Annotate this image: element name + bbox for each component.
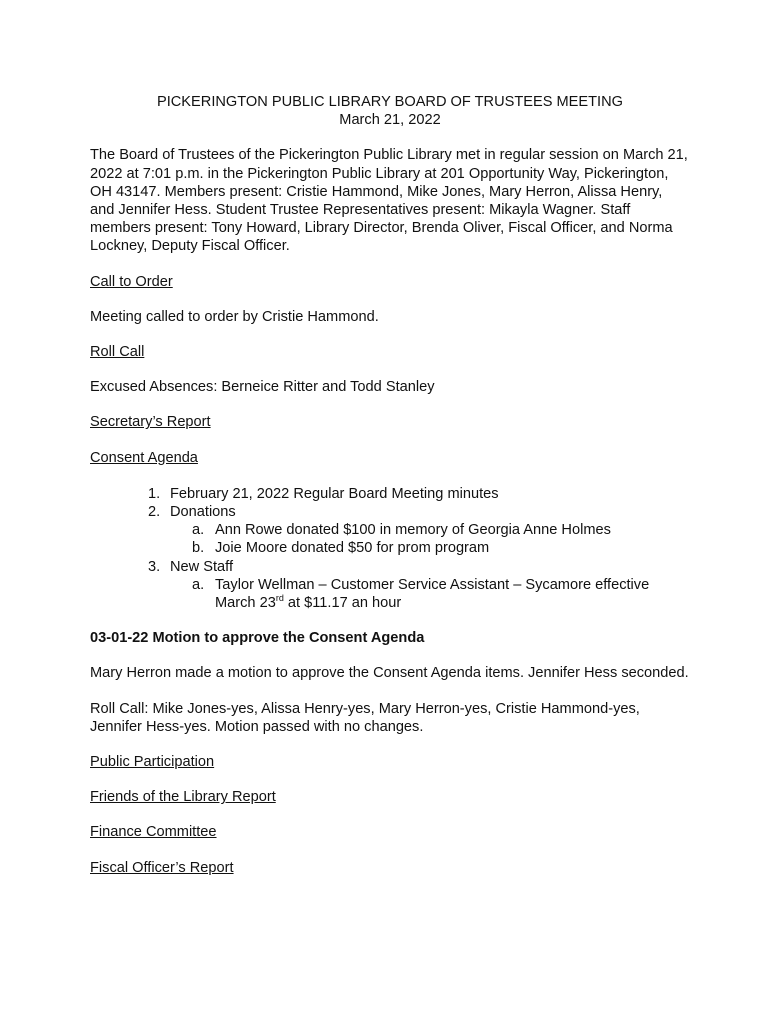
list-marker: 3. — [148, 558, 161, 575]
list-item — [170, 521, 690, 539]
new-staff-wage: at $11.17 an hour — [283, 595, 402, 612]
document-header — [90, 93, 690, 129]
finance-committee-heading: Finance Committee — [90, 824, 217, 841]
list-item-text — [215, 577, 649, 611]
list-marker: b. — [192, 540, 205, 557]
list-item-text: Donations — [170, 504, 236, 521]
motion-text: Mary Herron made a motion to approve the Consent Agenda items. Jennifer Hess seconded. — [90, 665, 689, 682]
list-marker: 1. — [148, 485, 161, 502]
intro-paragraph: The Board of Trustees of the Pickerington Public Library met in regular session on March 21, 2022 at 7:01 p.m. in the Pickerington Public Library at 201 Opportunity Way, Pickerington, OH 43147. Members present: Cristie Hammond, Mike Jones, Mary Herron, Alissa Henry, and Jennifer Hess. Student Trustee Representatives present: Mikayla Wagner. Staff members present: Tony Howard, Library Director, Brenda Oliver, Fiscal Officer, and Norma Lockney, Deputy Fiscal Officer. — [90, 147, 688, 255]
motion-heading: 03-01-22 Motion to approve the Consent Agenda — [90, 630, 425, 647]
list-item — [90, 503, 690, 558]
roll-call-text: Excused Absences: Berneice Ritter and Todd Stanley — [90, 379, 435, 396]
meeting-title: PICKERINGTON PUBLIC LIBRARY BOARD OF TRUSTEES MEETING — [156, 94, 624, 110]
fiscal-officer-report-heading: Fiscal Officer’s Report — [90, 859, 234, 876]
roll-call-heading: Roll Call — [90, 344, 145, 361]
list-item — [170, 539, 690, 557]
list-item — [90, 558, 690, 613]
list-marker: a. — [192, 522, 205, 539]
call-to-order-text: Meeting called to order by Cristie Hammond. — [90, 308, 379, 325]
list-item — [90, 485, 690, 503]
list-item-text: New Staff — [170, 558, 233, 575]
list-marker: a. — [192, 576, 205, 593]
new-staff-text: Taylor Wellman – Customer Service Assistant – Sycamore effective March 23 — [215, 576, 650, 612]
document-page — [90, 93, 690, 877]
list-item-text: Joie Moore donated $50 for prom program — [215, 540, 490, 557]
donations-list — [170, 521, 690, 557]
consent-agenda-heading: Consent Agenda — [90, 449, 198, 466]
motion-roll-call: Roll Call: Mike Jones-yes, Alissa Henry-yes, Mary Herron-yes, Cristie Hammond-yes, Jennifer Hess-yes. Motion passed with no changes. — [90, 700, 640, 735]
meeting-date: March 21, 2022 — [339, 112, 441, 129]
new-staff-list — [170, 576, 690, 612]
list-marker: 2. — [148, 504, 161, 521]
list-item — [170, 576, 690, 612]
list-item-text: February 21, 2022 Regular Board Meeting minutes — [170, 485, 499, 502]
call-to-order-heading: Call to Order — [90, 273, 173, 290]
public-participation-heading: Public Participation — [90, 754, 215, 771]
consent-agenda-list — [90, 485, 690, 612]
friends-report-heading: Friends of the Library Report — [90, 789, 276, 806]
list-item-text: Ann Rowe donated $100 in memory of Georgia Anne Holmes — [215, 522, 611, 539]
secretary-report-heading: Secretary’s Report — [90, 414, 211, 431]
ordinal-suffix: rd — [275, 593, 284, 604]
